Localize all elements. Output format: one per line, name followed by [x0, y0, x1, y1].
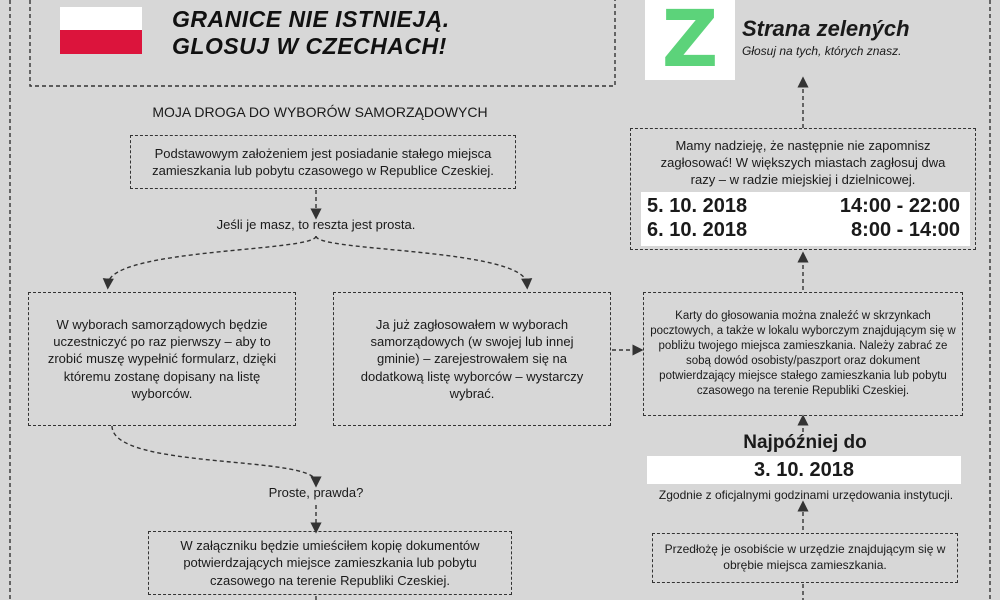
start-box: [130, 135, 516, 189]
first-time-box: [28, 292, 296, 426]
ballot-info-box: [643, 292, 963, 416]
voting-schedule: [641, 192, 970, 246]
party-name: Strana zelených: [742, 16, 910, 41]
schedule-date-1: 5. 10. 2018: [647, 195, 748, 217]
flow-title: MOJA DROGA DO WYBORÓW SAMORZĄDOWYCH: [152, 104, 488, 120]
submit-box: [652, 533, 958, 583]
deadline-date: 3. 10. 2018: [647, 456, 961, 484]
headline-line-2: GLOSUJ W CZECHACH!: [172, 33, 447, 60]
schedule-row-1: [647, 195, 960, 219]
party-slogan: Głosuj na tych, których znasz.: [742, 44, 902, 58]
hope-box-text: Mamy nadzieję, że następnie nie zapomnisz zagłosować! W większych miastach zagłosuj dwa razy – w radzie miejskiej i dzielnicowej.: [660, 138, 946, 188]
start-box-text: Podstawowym założeniem jest posiadanie stałego miejsca zamieszkania lub pobytu czasowego w Republice Czeskiej.: [152, 145, 494, 178]
headline: [172, 6, 450, 60]
submit-box-text: Przedłożę je osobiście w urzędzie znajdującym się w obrębie miejsca zamieszkania.: [664, 542, 946, 572]
if-label: Jeśli je masz, to reszta jest prosta.: [216, 217, 416, 232]
arrow-left-to-simple: [112, 426, 316, 482]
attachment-box: [148, 531, 512, 595]
flag-red-stripe: [60, 30, 142, 54]
already-voted-box: [333, 292, 611, 426]
schedule-date-2: 6. 10. 2018: [647, 219, 748, 241]
already-voted-box-text: Ja już zagłosowałem w wyborach samorządowych (w swojej lub innej gminie) – zarejestrowałem się na dodatkową listę wyborców – wystarczy wybrać.: [360, 317, 584, 401]
deadline-note: Zgodnie z oficjalnymi godzinami urzędowania instytucji.: [658, 488, 954, 502]
party-logo-letter: Z: [661, 0, 719, 85]
schedule-time-1: 14:00 - 22:00: [839, 195, 960, 217]
arrow-if-to-left: [108, 236, 316, 284]
deadline-title: Najpóźniej do: [743, 432, 867, 453]
first-time-box-text: W wyborach samorządowych będzie uczestniczyć po raz pierwszy – aby to zrobić muszę wypełnić formularz, dzięki któremu zostanę dopisany na listę wyborców.: [47, 317, 277, 401]
ballot-info-text: Karty do głosowania można znaleźć w skrzynkach pocztowych, a także w lokalu wyborczym znajdującym się w pobliżu twojego miejsca zamieszkania. Należy zabrać ze sobą dowód osobisty/paszport oraz dokument potwierdzający miejsce stałego zamieszkania lub pobytu czasowego na terenie Republiki Czeskiej.: [650, 310, 956, 397]
arrow-if-to-right: [316, 236, 527, 284]
schedule-row-2: [647, 219, 960, 243]
attachment-box-text: W załączniku będzie umieściłem kopię dokumentów potwierdzających miejsce zamieszkania lub pobytu czasowego na terenie Republiki Czeskiej.: [180, 538, 480, 588]
headline-line-1: GRANICE NIE ISTNIEJĄ.: [172, 6, 450, 32]
polish-flag: [60, 7, 142, 54]
party-logo: [645, 0, 735, 85]
flag-white-stripe: [60, 7, 142, 30]
schedule-time-2: 8:00 - 14:00: [851, 219, 960, 241]
simple-label: Proste, prawda?: [268, 485, 364, 500]
